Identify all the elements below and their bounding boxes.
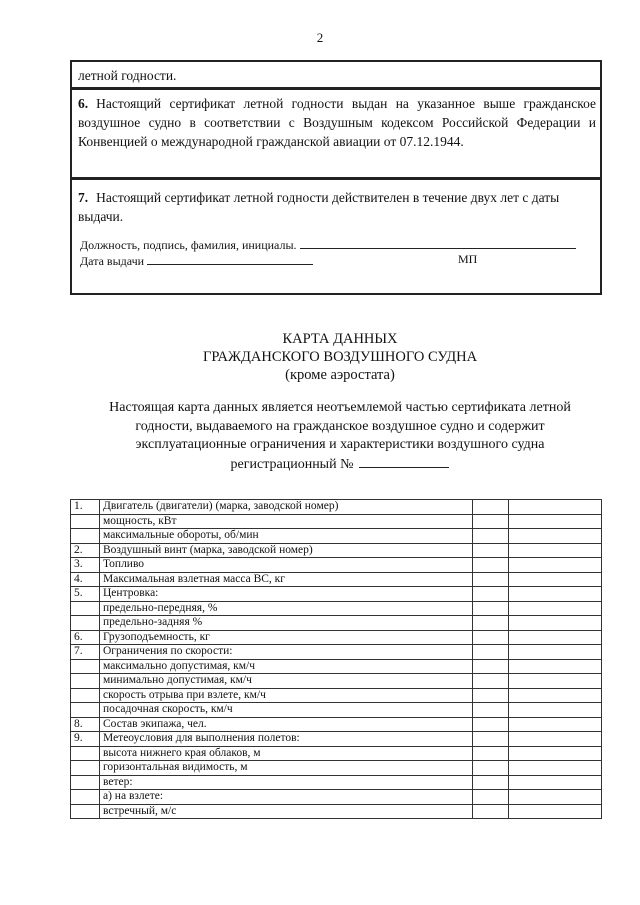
table-row [71,659,602,674]
section-6-text: Настоящий сертификат летной годности выдан на указанное выше гражданское воздушное судно в соответствии с Воздушным кодексом Российской Федерации и Конвенцией о международной гражданской авиации от 07.12.1944. [78,96,596,149]
row-value-cell-b[interactable] [509,746,602,761]
row-value-cell-a[interactable] [473,674,509,689]
row-label: Центровка: [100,587,473,602]
row-value-cell-b[interactable] [509,645,602,660]
stamp-place: МП [458,252,478,266]
row-value-cell-a[interactable] [473,804,509,819]
section-5-text: летной годности. [78,68,177,83]
row-label: Двигатель (двигатели) (марка, заводской номер) [100,500,473,515]
table-row [71,543,602,558]
row-number [71,703,100,718]
row-value-cell-b[interactable] [509,688,602,703]
row-value-cell-a[interactable] [473,616,509,631]
row-value-cell-b[interactable] [509,732,602,747]
card-title-line-1: КАРТА ДАННЫХ [282,331,398,347]
card-intro [60,399,620,474]
row-value-cell-a[interactable] [473,500,509,515]
row-value-cell-a[interactable] [473,572,509,587]
section-6 [70,88,602,179]
table-row [71,746,602,761]
row-number: 7. [71,645,100,660]
row-label: мощность, кВт [100,514,473,529]
table-row [71,790,602,805]
row-value-cell-b[interactable] [509,529,602,544]
table-row [71,587,602,602]
table-row [71,514,602,529]
row-label: Метеоусловия для выполнения полетов: [100,732,473,747]
table-row [71,732,602,747]
row-label: предельно-передняя, % [100,601,473,616]
table-row [71,630,602,645]
row-value-cell-a[interactable] [473,746,509,761]
row-number: 8. [71,717,100,732]
table-row [71,674,602,689]
row-number [71,775,100,790]
table-row [71,804,602,819]
issue-date-line [80,254,313,269]
row-number [71,761,100,776]
row-label: а) на взлете: [100,790,473,805]
aircraft-data-table [70,499,602,819]
signature-label: Должность, подпись, фамилия, инициалы. [80,238,297,252]
row-label: скорость отрыва при взлете, км/ч [100,688,473,703]
row-value-cell-b[interactable] [509,587,602,602]
row-number: 1. [71,500,100,515]
row-value-cell-b[interactable] [509,630,602,645]
row-number [71,601,100,616]
row-label: посадочная скорость, км/ч [100,703,473,718]
row-value-cell-a[interactable] [473,659,509,674]
row-number [71,514,100,529]
table-row [71,645,602,660]
row-label: предельно-задняя % [100,616,473,631]
row-label: ветер: [100,775,473,790]
table-row [71,558,602,573]
card-intro-line-1: Настоящая карта данных является неотъемлемой частью сертификата летной [109,400,571,415]
row-number: 9. [71,732,100,747]
issue-date-field[interactable] [147,254,313,265]
row-number [71,746,100,761]
row-number: 3. [71,558,100,573]
row-value-cell-b[interactable] [509,543,602,558]
card-title [0,330,640,384]
card-title-line-3: (кроме аэростата) [285,367,395,383]
row-number [71,616,100,631]
row-label: максимальные обороты, об/мин [100,529,473,544]
row-label: Состав экипажа, чел. [100,717,473,732]
row-value-cell-a[interactable] [473,514,509,529]
card-title-line-2: ГРАЖДАНСКОГО ВОЗДУШНОГО СУДНА [202,349,478,365]
registration-number-field[interactable] [359,455,449,468]
row-value-cell-b[interactable] [509,775,602,790]
table-row [71,761,602,776]
row-label: встречный, м/с [100,804,473,819]
row-value-cell-a[interactable] [473,630,509,645]
row-value-cell-b[interactable] [509,674,602,689]
row-label: Воздушный винт (марка, заводской номер) [100,543,473,558]
section-7-text: Настоящий сертификат летной годности действителен в течение двух лет с даты выдачи. [78,190,560,224]
row-value-cell-b[interactable] [509,804,602,819]
row-value-cell-a[interactable] [473,587,509,602]
section-7-number: 7. [78,190,89,205]
row-label: Максимальная взлетная масса ВС, кг [100,572,473,587]
card-intro-line-3: эксплуатационные ограничения и характеристики воздушного судна [135,437,545,452]
row-value-cell-a[interactable] [473,732,509,747]
row-label: минимально допустимая, км/ч [100,674,473,689]
table-row [71,717,602,732]
row-value-cell-b[interactable] [509,601,602,616]
row-value-cell-b[interactable] [509,514,602,529]
signature-field[interactable] [300,238,576,249]
table-row [71,601,602,616]
row-value-cell-a[interactable] [473,761,509,776]
row-label: максимально допустимая, км/ч [100,659,473,674]
row-value-cell-a[interactable] [473,775,509,790]
row-label: Грузоподъемность, кг [100,630,473,645]
card-intro-line-4: регистрационный № [230,456,354,472]
table-row [71,616,602,631]
row-value-cell-b[interactable] [509,572,602,587]
row-value-cell-b[interactable] [509,790,602,805]
section-7 [70,178,602,295]
table-row [71,529,602,544]
table-row [71,572,602,587]
row-label: высота нижнего края облаков, м [100,746,473,761]
row-number: 6. [71,630,100,645]
row-value-cell-b[interactable] [509,659,602,674]
row-value-cell-a[interactable] [473,717,509,732]
row-value-cell-a[interactable] [473,688,509,703]
row-number [71,804,100,819]
row-value-cell-b[interactable] [509,761,602,776]
table-row [71,775,602,790]
signature-line [80,238,576,253]
row-value-cell-a[interactable] [473,558,509,573]
page-number: 2 [316,30,324,45]
row-value-cell-b[interactable] [509,703,602,718]
row-value-cell-a[interactable] [473,543,509,558]
row-number: 2. [71,543,100,558]
row-value-cell-a[interactable] [473,703,509,718]
row-value-cell-b[interactable] [509,500,602,515]
row-label: горизонтальная видимость, м [100,761,473,776]
section-5-tail [70,60,602,89]
row-number: 4. [71,572,100,587]
row-value-cell-a[interactable] [473,601,509,616]
table-row [71,500,602,515]
row-label: Топливо [100,558,473,573]
row-number [71,688,100,703]
table-row [71,703,602,718]
card-intro-line-2: годности, выдаваемого на гражданское воздушное судно и содержит [135,418,545,434]
row-value-cell-b[interactable] [509,616,602,631]
issue-date-label: Дата выдачи [80,254,145,268]
row-value-cell-a[interactable] [473,529,509,544]
row-number [71,790,100,805]
row-number [71,659,100,674]
row-value-cell-a[interactable] [473,790,509,805]
row-number [71,674,100,689]
row-number: 5. [71,587,100,602]
row-number [71,529,100,544]
row-value-cell-b[interactable] [509,717,602,732]
row-value-cell-a[interactable] [473,645,509,660]
table-row [71,688,602,703]
section-6-number: 6. [78,96,89,111]
row-value-cell-b[interactable] [509,558,602,573]
row-label: Ограничения по скорости: [100,645,473,660]
